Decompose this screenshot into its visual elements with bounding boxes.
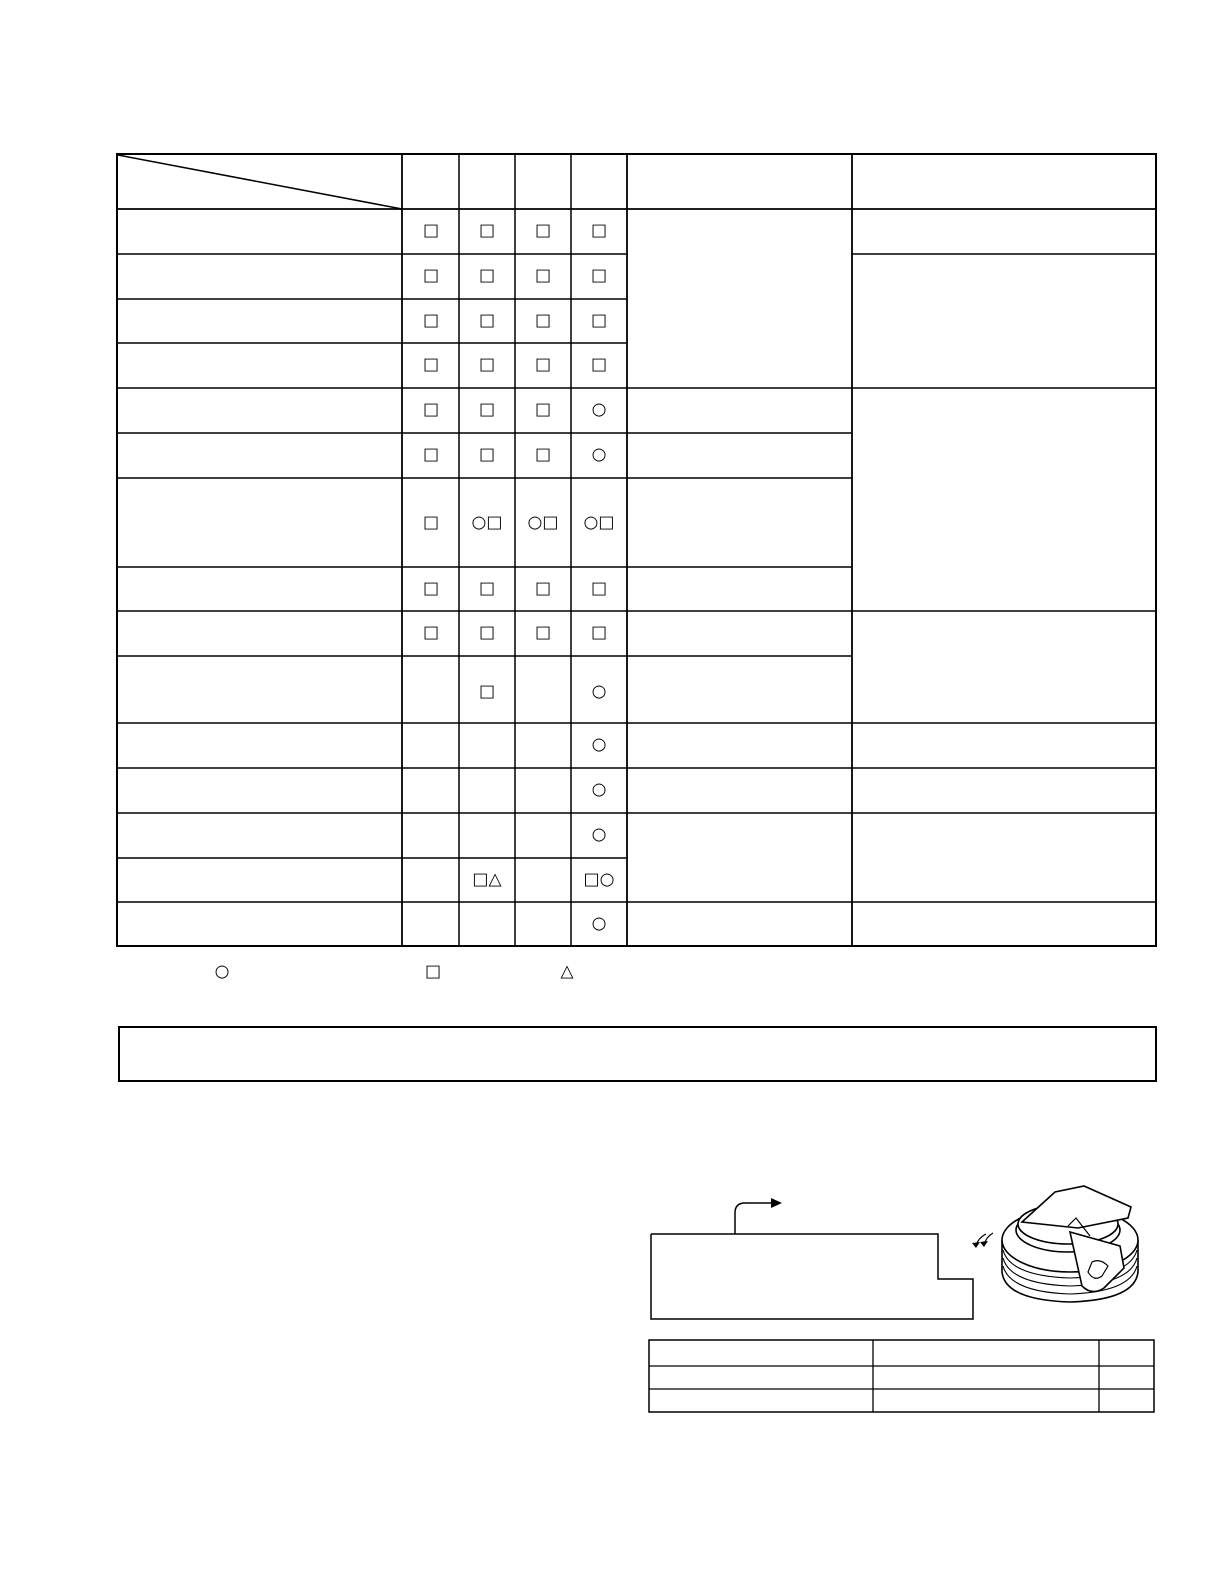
matrix-cell: □ bbox=[478, 220, 496, 241]
matrix-cell: □ bbox=[590, 310, 608, 331]
label-box bbox=[651, 1234, 973, 1319]
matrix-cell: □ bbox=[422, 399, 440, 420]
matrix-cell: ○□ bbox=[583, 512, 615, 533]
matrix-cell: □ bbox=[422, 578, 440, 599]
matrix-cell: ○ bbox=[591, 824, 607, 845]
matrix-cell: □ bbox=[534, 265, 552, 286]
battery-holder-icon bbox=[1002, 1186, 1138, 1302]
matrix-cell: □ bbox=[534, 622, 552, 643]
matrix-cell: ○□ bbox=[471, 512, 503, 533]
matrix-cell: ○ bbox=[591, 779, 607, 800]
arrow-line bbox=[735, 1203, 772, 1234]
matrix-cell: □ bbox=[534, 578, 552, 599]
matrix-cell: □ bbox=[478, 444, 496, 465]
matrix-cell: □ bbox=[590, 265, 608, 286]
matrix-cell: ○ bbox=[591, 913, 607, 934]
matrix-cell: □ bbox=[422, 220, 440, 241]
matrix-cell: □ bbox=[422, 310, 440, 331]
matrix-cell: □ bbox=[534, 399, 552, 420]
rotate-arrows-icon bbox=[972, 1233, 993, 1248]
matrix-cell: □ bbox=[422, 444, 440, 465]
matrix-cell: □ bbox=[478, 578, 496, 599]
matrix-cell: □ bbox=[422, 265, 440, 286]
matrix-cell: □ bbox=[478, 399, 496, 420]
matrix-cell: □ bbox=[422, 354, 440, 375]
legend-square-icon: □ bbox=[424, 961, 442, 982]
matrix-cell: □ bbox=[590, 578, 608, 599]
matrix-cell: □ bbox=[478, 681, 496, 702]
matrix-cell: ○□ bbox=[527, 512, 559, 533]
table-frame bbox=[117, 154, 1156, 946]
matrix-cell: □ bbox=[534, 220, 552, 241]
matrix-cell: □ bbox=[478, 622, 496, 643]
matrix-cell: ○ bbox=[591, 681, 607, 702]
matrix-cell: □ bbox=[478, 265, 496, 286]
legend-triangle-icon: △ bbox=[560, 961, 574, 982]
matrix-cell: □△ bbox=[472, 869, 502, 890]
legend-circle-icon: ○ bbox=[214, 961, 230, 982]
matrix-cell: □ bbox=[534, 444, 552, 465]
matrix-cell: □ bbox=[478, 354, 496, 375]
matrix-cell: □ bbox=[422, 622, 440, 643]
matrix-cell: ○ bbox=[591, 734, 607, 755]
matrix-cell: □○ bbox=[583, 869, 615, 890]
matrix-cell: □ bbox=[422, 512, 440, 533]
matrix-cell: □ bbox=[478, 310, 496, 331]
matrix-cell: □ bbox=[534, 354, 552, 375]
notice-box bbox=[119, 1027, 1156, 1081]
matrix-cell: ○ bbox=[591, 444, 607, 465]
matrix-cell: ○ bbox=[591, 399, 607, 420]
matrix-cell: □ bbox=[590, 354, 608, 375]
arrow-head bbox=[771, 1198, 782, 1208]
matrix-cell: □ bbox=[590, 220, 608, 241]
header-diagonal bbox=[118, 155, 402, 209]
matrix-cell: □ bbox=[590, 622, 608, 643]
small-table bbox=[649, 1340, 1154, 1412]
matrix-cell: □ bbox=[534, 310, 552, 331]
